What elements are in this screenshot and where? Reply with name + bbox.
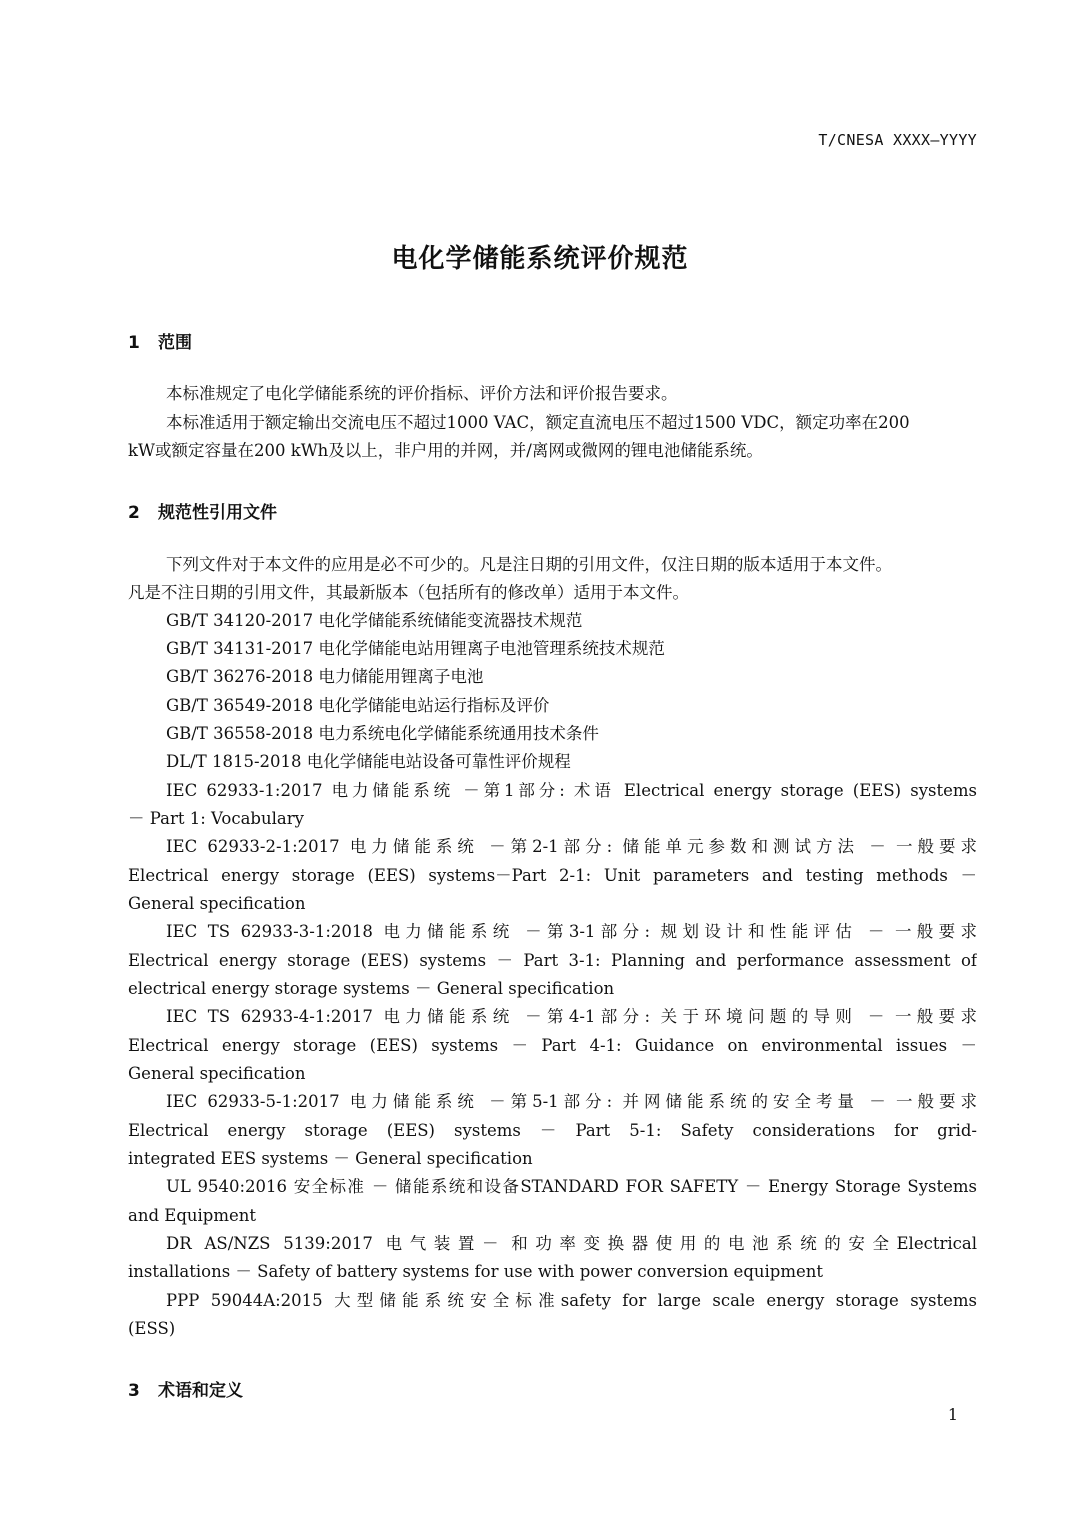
- section-heading-references: [128, 498, 277, 523]
- reference-item: GB/T 36549-2018 电化学储能电站运行指标及评价: [166, 696, 550, 715]
- reference-item: GB/T 34131-2017 电化学储能电站用锂离子电池管理系统技术规范: [166, 639, 665, 658]
- reference-item: IEC TS 62933-3-1:2018 电力储能系统 －第3-1部分: 规划设计和性能评估 － 一般要求: [166, 922, 977, 941]
- reference-item: GB/T 36276-2018 电力储能用锂离子电池: [166, 667, 484, 686]
- section-number: 3: [128, 1381, 140, 1401]
- reference-item-continued: installations － Safety of battery systems for use with power conversion equipment: [128, 1262, 824, 1281]
- page-number: 1: [947, 1405, 958, 1424]
- paragraph-line: kW或额定容量在200 kWh及以上，非户用的并网，并/离网或微网的锂电池储能系统。: [128, 441, 763, 460]
- reference-item-continued: and Equipment: [128, 1206, 257, 1225]
- section-heading-terms: [128, 1376, 243, 1401]
- reference-item-continued: General specification: [128, 1064, 306, 1083]
- reference-item-continued: Electrical energy storage (EES) systems － Part 3-1: Planning and performance assessment of: [128, 951, 977, 970]
- section-heading-scope: [128, 328, 192, 353]
- paragraph-line: 凡是不注日期的引用文件，其最新版本（包括所有的修改单）适用于本文件。: [128, 583, 689, 602]
- reference-item: IEC 62933-2-1:2017 电力储能系统 －第2-1部分: 储能单元参数和测试方法 － 一般要求: [166, 837, 977, 856]
- reference-item: IEC 62933-1:2017 电力储能系统 －第1部分: 术语 Electrical energy storage (EES) systems: [166, 781, 977, 800]
- document-title: 电化学储能系统评价规范: [391, 244, 689, 274]
- section-title: 范围: [158, 333, 192, 353]
- reference-item: IEC TS 62933-4-1:2017 电力储能系统 －第4-1部分: 关于环境问题的导则 － 一般要求: [166, 1007, 977, 1026]
- reference-item-continued: Electrical energy storage (EES) systems － Part 4-1: Guidance on environmental issues －: [128, 1036, 977, 1055]
- section-title: 规范性引用文件: [158, 503, 277, 523]
- reference-item: PPP 59044A:2015 大型储能系统安全标准safety for large scale energy storage systems: [166, 1291, 977, 1310]
- reference-item-continued: General specification: [128, 894, 306, 913]
- reference-item-continued: integrated EES systems － General specification: [128, 1149, 533, 1168]
- reference-item-continued: Electrical energy storage (EES) systems－Part 2-1: Unit parameters and testing methods －: [128, 866, 977, 885]
- reference-item: DL/T 1815-2018 电化学储能电站设备可靠性评价规程: [166, 752, 571, 771]
- reference-item-continued: (ESS): [128, 1319, 176, 1338]
- section-number: 2: [128, 503, 140, 523]
- section-title: 术语和定义: [158, 1381, 243, 1401]
- reference-item-continued: electrical energy storage systems － General specification: [128, 979, 615, 998]
- section-number: 1: [128, 333, 140, 353]
- reference-item: DR AS/NZS 5139:2017 电气装置－ 和功率变换器使用的电池系统的安全Electrical: [166, 1234, 977, 1253]
- paragraph-line: 本标准规定了电化学储能系统的评价指标、评价方法和评价报告要求。: [166, 384, 678, 403]
- reference-item-continued: － Part 1: Vocabulary: [128, 809, 304, 828]
- reference-item: IEC 62933-5-1:2017 电力储能系统 －第5-1部分: 并网储能系统的安全考量 － 一般要求: [166, 1092, 977, 1111]
- paragraph-line: 下列文件对于本文件的应用是必不可少的。凡是注日期的引用文件，仅注日期的版本适用于本文件。: [166, 555, 892, 574]
- reference-item: GB/T 36558-2018 电力系统电化学储能系统通用技术条件: [166, 724, 599, 743]
- reference-item: UL 9540:2016 安全标准 － 储能系统和设备STANDARD FOR SAFETY － Energy Storage Systems: [166, 1177, 977, 1196]
- reference-item: GB/T 34120-2017 电化学储能系统储能变流器技术规范: [166, 611, 583, 630]
- paragraph-line: 本标准适用于额定输出交流电压不超过1000 VAC，额定直流电压不超过1500 VDC，额定功率在200: [166, 413, 910, 432]
- reference-item-continued: Electrical energy storage (EES) systems － Part 5-1: Safety considerations for grid-: [128, 1121, 977, 1140]
- standard-code: T/CNESA XXXX—YYYY: [818, 131, 977, 149]
